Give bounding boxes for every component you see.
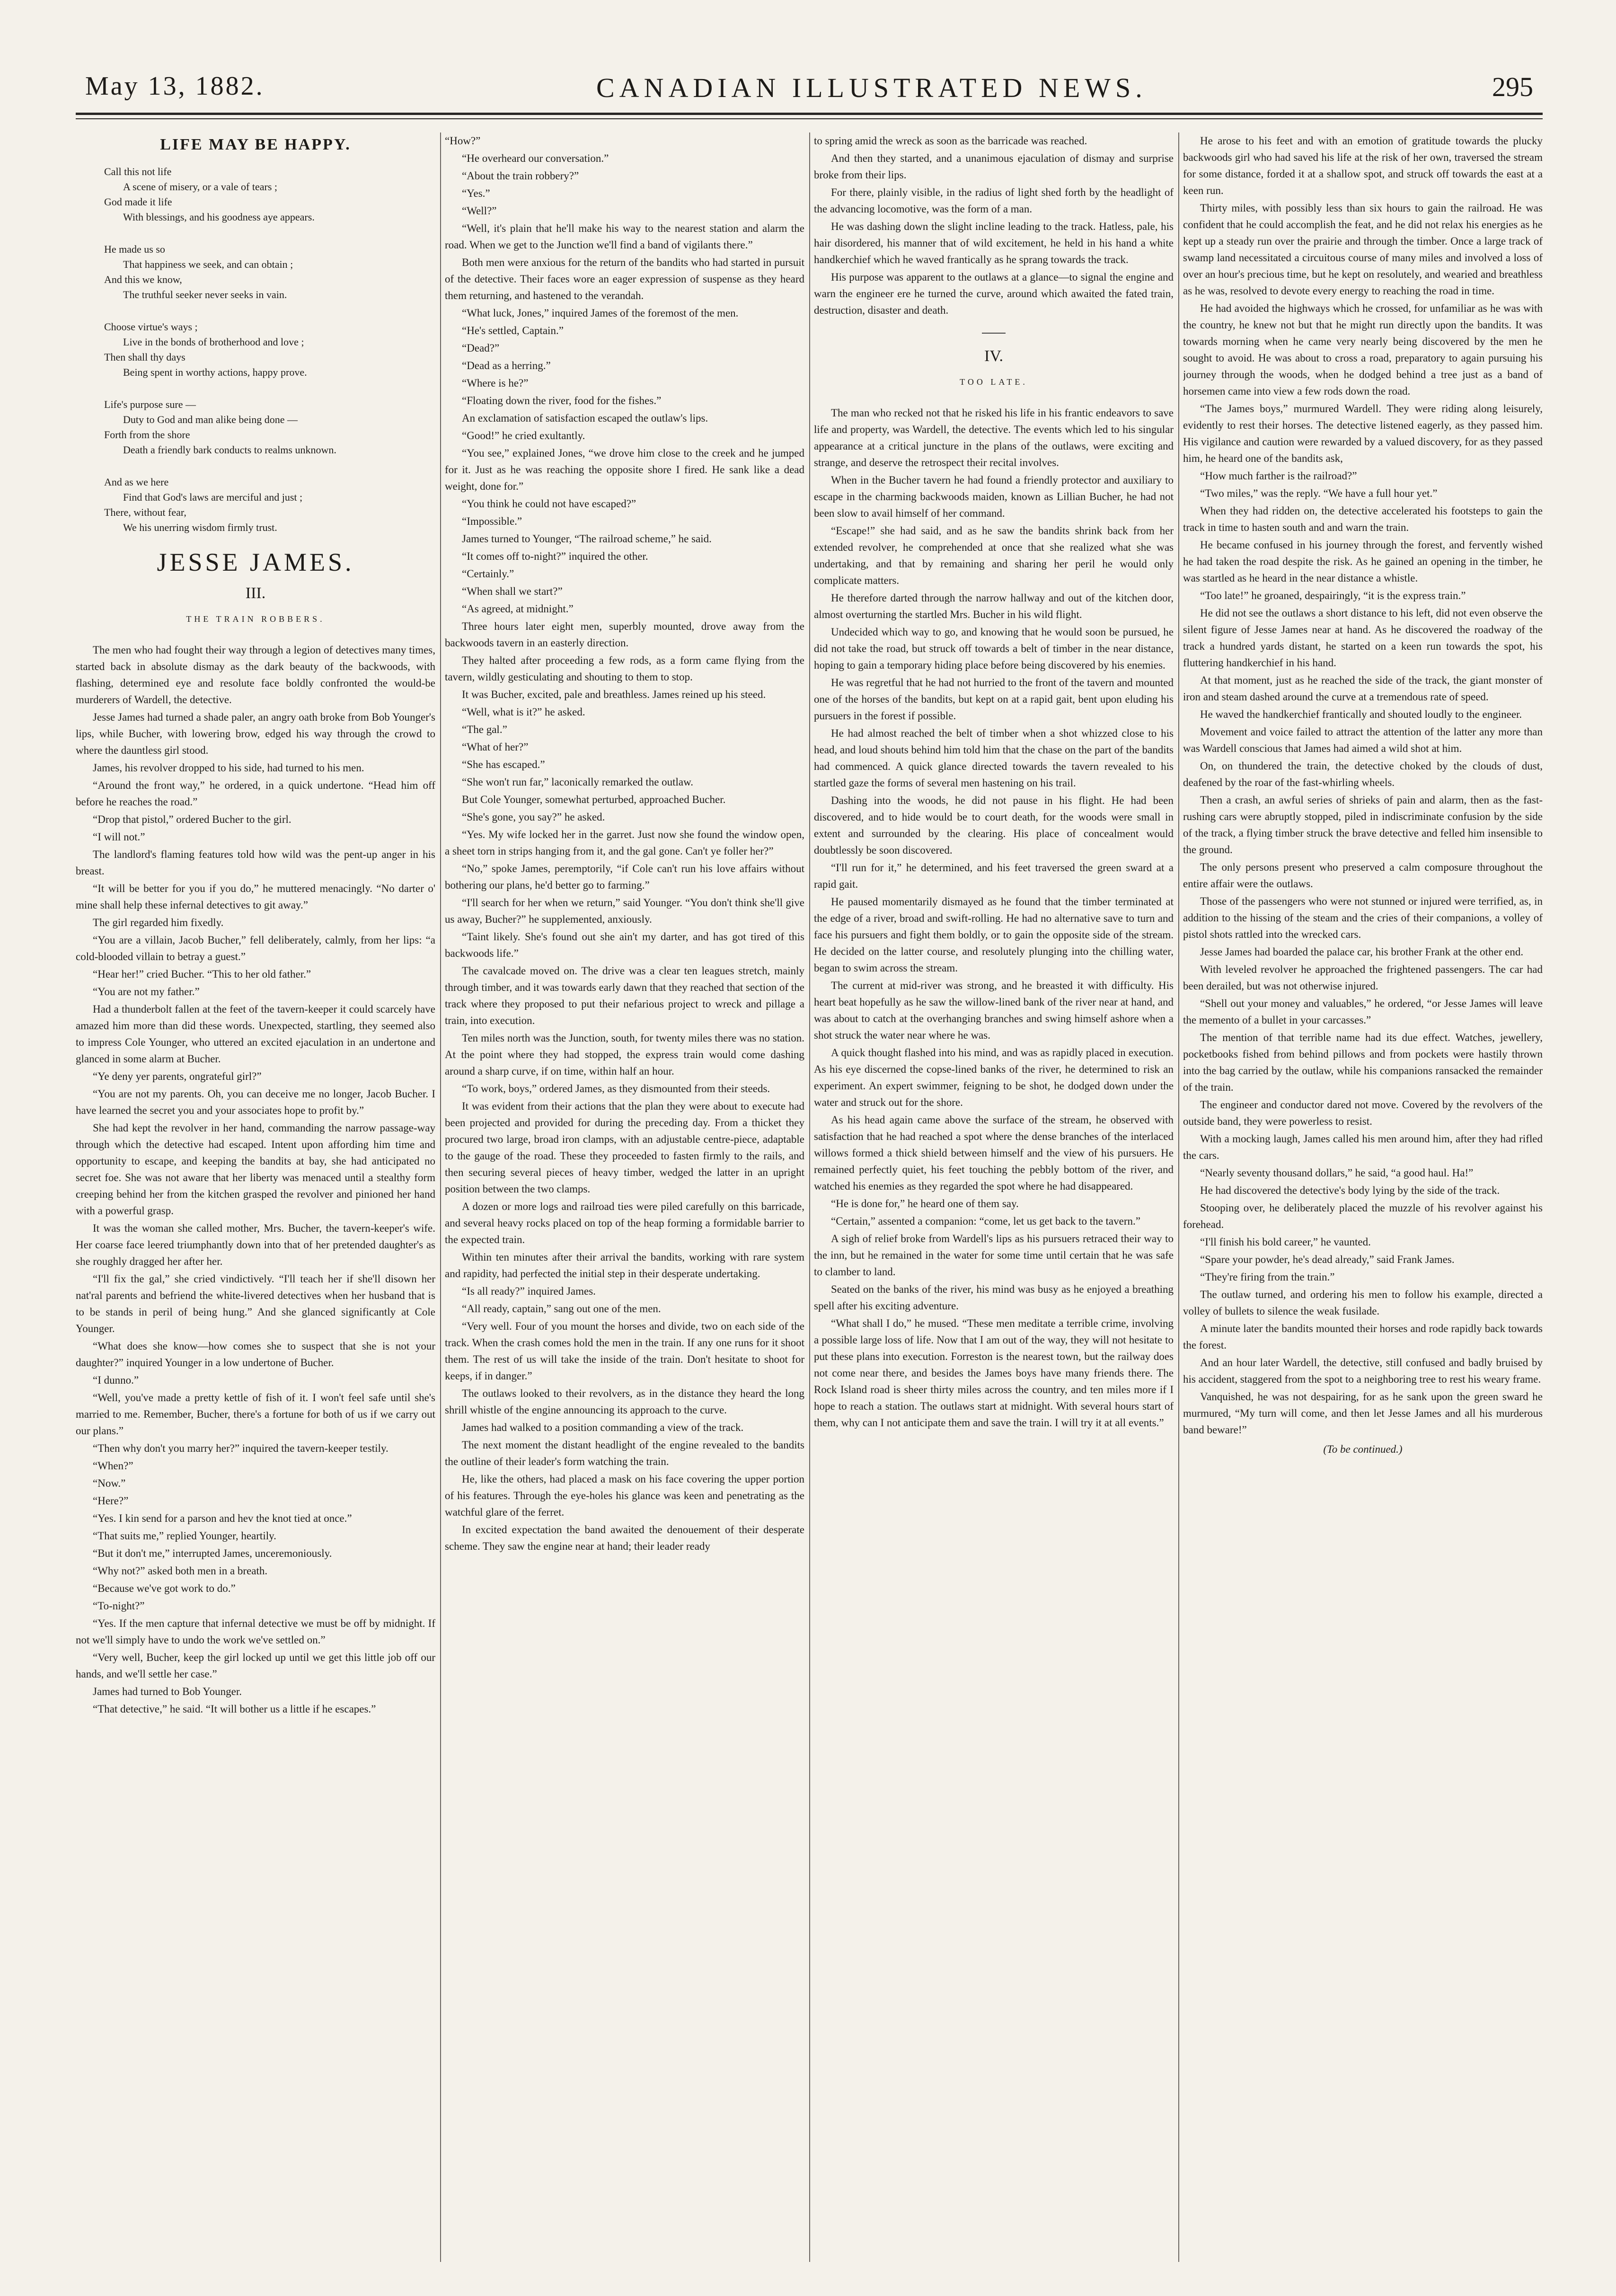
paragraph: James turned to Younger, “The railroad scheme,” he said. [462, 533, 712, 545]
paragraph: “You see,” explained Jones, “we drove him close to the creek and he jumped for it. Just as he was reaching the opposite shore I fired. He sank like a dead weight, done for.” [445, 447, 804, 492]
chapter-name: TOO LATE. [960, 377, 1028, 387]
paragraph: Thirty miles, with possibly less than six hours to gain the railroad. He was confident that he could accomplish the feat, and he did not relax his energies as he kept up a steady run over the prairie and through the timber. Once a large track of swamp land necessitated a circuitous course of many miles and involved a loss of over an hour's precious time, but he kept on resolutely, and wearied and breathless as he was, resolved to devote every energy to reaching the road in time. [1183, 202, 1543, 297]
paragraph: And then they started, and a unanimous ejaculation of dismay and surprise broke from their lips. [814, 152, 1174, 181]
chapter-numeral: III. [245, 584, 266, 602]
paragraph: “What shall I do,” he mused. “These men meditate a terrible crime, involving a possible large loss of life. Now that I am out of the way, they will not hesitate to put these plans into execution. Forreston is the nearest town, but the railway does not come near there, and besides the James boys have many friends there. The Rock Island road is sheer thirty miles across the country, and ten miles more if I hope to reach a station. The outlaws start at midnight. With several hours start of them, why can I not anticipate them and save the train. I will try it at all events.” [814, 1317, 1174, 1429]
paragraph: “Too late!” he groaned, despairingly, “it is the express train.” [1200, 590, 1466, 601]
paragraph: “Well, it's plain that he'll make his way to the nearest station and alarm the road. When we get to the Junction we'll find a band of vigilants there.” [445, 222, 804, 251]
paragraph: “Very well. Four of you mount the horses and divide, two on each side of the track. When the crash comes hold the men in the train. If any one runs for it shoot them. The rest of us will take the inside of the train. Don't hesitate to shoot for keeps, if in danger.” [445, 1320, 804, 1382]
paragraph: “Certainly.” [462, 568, 514, 580]
paragraph: With leveled revolver he approached the frightened passengers. The car had been derailed, but was not otherwise injured. [1183, 963, 1543, 992]
paragraph: When in the Bucher tavern he had found a friendly protector and auxiliary to escape in the charming backwoods maiden, known as Lillian Bucher, he had not been slow to avail himself of her command. [814, 474, 1174, 519]
paragraph: The engineer and conductor dared not move. Covered by the revolvers of the outside band, they were powerless to resist. [1183, 1099, 1543, 1127]
paragraph: “Dead?” [462, 342, 500, 354]
paragraph: “Good!” he cried exultantly. [462, 430, 585, 442]
column-1 [76, 132, 435, 2271]
paragraph: As his head again came above the surface of the stream, he observed with satisfaction that he had reached a spot where the dense branches of the interlaced willows formed a thick shield between himself and the view of his pursuers. He remained perfectly quiet, his feet touching the pebbly bottom of the river, and watched his enemies as they regarded the spot where he had disappeared. [814, 1114, 1174, 1192]
paragraph: “How?” [445, 135, 481, 147]
paragraph: “Here?” [93, 1495, 129, 1507]
paragraph: Ten miles north was the Junction, south, for twenty miles there was no station. At the point where they had stopped, the express train would come dashing around a sharp curve, if on time, within half an hour. [445, 1032, 804, 1077]
paragraph: His purpose was apparent to the outlaws at a glance—to signal the engine and warn the engineer ere he turned the curve, around which awaited the fated train, destruction, disaster and death. [814, 271, 1174, 316]
paragraph: She had kept the revolver in her hand, commanding the narrow passage-way through which the detective had escaped. Intent upon affording him time and opportunity to escape, and keeping the bandits at bay, she had anticipated no secret foe. She was not aware that her liberty was menaced until a stealthy form creeping behind her from the kitchen grasped the revolver and pinioned her hand with a powerful grasp. [76, 1122, 435, 1217]
paragraph: A quick thought flashed into his mind, and was as rapidly placed in execution. As his eye discerned the copse-lined banks of the river, he determined to risk an experiment. An expert swimmer, feigning to be shot, he dodged down under the water and struck out for the shore. [814, 1047, 1174, 1108]
paragraph: “She won't run far,” laconically remarked the outlaw. [462, 776, 694, 788]
paragraph: “All ready, captain,” sang out one of the men. [462, 1303, 661, 1315]
paragraph: He therefore darted through the narrow hallway and out of the kitchen door, almost overturning the startled Mrs. Bucher in his wild flight. [814, 592, 1174, 620]
paragraph: “What does she know—how comes she to suspect that she is not your daughter?” inquired Younger in a low undertone of Bucher. [76, 1340, 435, 1369]
paragraph: “Shell out your money and valuables,” he ordered, “or Jesse James will leave the memento of a bullet in your carcasses.” [1183, 998, 1543, 1026]
paragraph: “It will be better for you if you do,” he muttered menacingly. “No darter o' mine shall help these infernal detectives to git away.” [76, 883, 435, 911]
column-3-text-bottom [814, 405, 1174, 1431]
paragraph: to spring amid the wreck as soon as the barricade was reached. [814, 135, 1087, 147]
paragraph: Undecided which way to go, and knowing that he would soon be pursued, he did not take the road, but struck off towards a belt of timber in the near distance, hoping to gain a temporary hiding place before being discovered by his enemies. [814, 626, 1174, 671]
poem-line: Find that God's laws are merciful and just ; [123, 491, 303, 503]
paragraph: “But it don't me,” interrupted James, unceremoniously. [93, 1547, 332, 1559]
paragraph: At that moment, just as he reached the side of the track, the giant monster of iron and steam dashed around the curve at a tremendous rate of speed. [1183, 674, 1543, 703]
paragraph: He paused momentarily dismayed as he found that the timber terminated at the edge of a river, broad and swift-rolling. He had no alternative save to turn and face his pursuers and fight them boldly, or to gain the opposite side of the stream. He decided on the latter course, and resolutely plunging into the chilling water, began to swim across the stream. [814, 896, 1174, 974]
paragraph: “Around the front way,” he ordered, in a quick undertone. “Head him off before he reaches the road.” [76, 779, 435, 808]
paragraph: “Spare your powder, he's dead already,” said Frank James. [1200, 1254, 1455, 1265]
poem-stanza [104, 164, 435, 225]
paragraph: He did not see the outlaws a short distance to his left, did not even observe the silent figure of Jesse James near at hand. As he discovered the roadway of the track a hundred yards distant, he started on a keen run towards the spot, his fluttering handkerchief in his hand. [1183, 607, 1543, 669]
paragraph: A dozen or more logs and railroad ties were piled carefully on this barricade, and several heavy rocks placed on top of the heap forming a formidable barrier to the expected train. [445, 1201, 804, 1245]
paragraph: “Yes. If the men capture that infernal detective we must be off by midnight. If not we'll simply have to undo the work we've settled on.” [76, 1617, 435, 1646]
section-rule [982, 333, 1006, 334]
paragraph: “As agreed, at midnight.” [462, 603, 574, 615]
poem-line: Duty to God and man alike being done — [123, 414, 298, 425]
masthead-rule [76, 113, 1543, 115]
paragraph: “To-night?” [93, 1600, 145, 1612]
paragraph: A sigh of relief broke from Wardell's lips as his pursuers retraced their way to the inn, but he remained in the water for some time until certain that he was safe to clamber to land. [814, 1233, 1174, 1278]
column-4-text [1183, 132, 1543, 1438]
paragraph: The man who recked not that he risked his life in his frantic endeavors to save life and property, was Wardell, the detective. The events which led to his singular appearance at a critical juncture in the plans of the outlaws, were exciting and strange, and deserve the retrospect their recital involves. [814, 407, 1174, 468]
paragraph: “Why not?” asked both men in a breath. [93, 1565, 268, 1577]
paragraph: “You think he could not have escaped?” [462, 498, 636, 510]
paragraph: And an hour later Wardell, the detective, still confused and badly bruised by his accident, staggered from the spot to a neighboring tree to rest his weary frame. [1183, 1357, 1543, 1385]
paragraph: “How much farther is the railroad?” [1200, 470, 1357, 482]
paragraph: The only persons present who preserved a calm composure throughout the entire affair were the outlaws. [1183, 861, 1543, 890]
poem-line: And as we here [104, 476, 169, 488]
poem-line: The truthful seeker never seeks in vain. [123, 289, 287, 300]
paragraph: “The James boys,” murmured Wardell. They were riding along leisurely, evidently to rest their horses. The detective listened eagerly, as they passed him. His vigilance and caution were rewarded by a valued discovery, for as they passed him, he heard one of the bandits ask, [1183, 403, 1543, 464]
paragraph: Stooping over, he deliberately placed the muzzle of his revolver against his forehead. [1183, 1202, 1543, 1230]
paragraph: “Impossible.” [462, 515, 522, 527]
paragraph: He had discovered the detective's body lying by the side of the track. [1200, 1184, 1500, 1196]
poem-title: LIFE MAY BE HAPPY. [160, 136, 351, 153]
paragraph: Three hours later eight men, superbly mounted, drove away from the backwoods tavern in an easterly direction. [445, 620, 804, 649]
paragraph: “That suits me,” replied Younger, heartily. [93, 1530, 276, 1542]
paragraph: Both men were anxious for the return of the bandits who had started in pursuit of the detective. Their faces wore an eager expression of suspense as they heard them returning, and hastened to the verandah. [445, 256, 804, 301]
paragraph: “He overheard our conversation.” [462, 152, 609, 164]
paragraph: “Very well, Bucher, keep the girl locked up until we get this little job off our hands, and we'll settle her case.” [76, 1651, 435, 1680]
paragraph: “Well, you've made a pretty kettle of fish of it. I won't feel safe until she's married to me. Remember, Bucher, there's a fortune for both of us if we carry out our plans.” [76, 1392, 435, 1437]
poem-line: God made it life [104, 196, 172, 208]
paragraph: “No,” spoke James, peremptorily, “if Cole can't run his love affairs without bothering our plans, he'd better go to farming.” [445, 863, 804, 891]
paragraph: “Yes. I kin send for a parson and hev the knot tied at once.” [93, 1512, 352, 1524]
paragraph: “She's gone, you say?” he asked. [462, 811, 605, 823]
column-2 [445, 132, 804, 2271]
paragraph: Vanquished, he was not despairing, for as he sank upon the green sward he murmured, “My turn will come, and then let Jesse James and all his murderous band beware!” [1183, 1391, 1543, 1436]
paragraph: It was the woman she called mother, Mrs. Bucher, the tavern-keeper's wife. Her coarse face leered triumphantly down into that of her pretended daughter's as she roughly dragged her after her. [76, 1222, 435, 1267]
paragraph: He had avoided the highways which he crossed, for unfamiliar as he was with the country, he knew not but that he might run directly upon the bandits. It was towards morning when he came very nearly being discovered by the men he sought to avoid. He was about to cross a road, preparatory to again pursuing his journey through the woods, when he dodged behind a tree just as a band of horsemen came into view a few rods down the road. [1183, 302, 1543, 397]
poem-line: Live in the bonds of brotherhood and love ; [123, 336, 304, 348]
paragraph: Movement and voice failed to attract the attention of the latter any more than was Wardell conscious that James had aimed a wild shot at him. [1183, 726, 1543, 754]
paragraph: “Is all ready?” inquired James. [462, 1285, 596, 1297]
paragraph: “Drop that pistol,” ordered Bucher to the girl. [93, 813, 291, 825]
poem-line: Choose virtue's ways ; [104, 321, 198, 333]
paragraph: James, his revolver dropped to his side, had turned to his men. [93, 762, 364, 774]
paragraph: “About the train robbery?” [462, 170, 579, 182]
column-divider [1178, 132, 1179, 2262]
paragraph: “Yes.” [462, 187, 490, 199]
paragraph: He arose to his feet and with an emotion of gratitude towards the plucky backwoods girl who had saved his life at the risk of her own, traversed the stream for some distance, forded it at a shallow spot, and struck off towards the east at a keen run. [1183, 135, 1543, 196]
paragraph: The men who had fought their way through a legion of detectives many times, started back in absolute dismay as the dark beauty of the backwoods, with flashing, determined eye and resolute face boldly confronted the would-be murderers of Wardell, the detective. [76, 644, 435, 706]
paragraph: “They're firing from the train.” [1200, 1271, 1335, 1283]
paragraph: The mention of that terrible name had its due effect. Watches, jewellery, pocketbooks fished from behind pillows and from pockets were hastily thrown into the bag carried by the outlaw, while his companions ransacked the remainder of the train. [1183, 1032, 1543, 1093]
paragraph: “Escape!” she had said, and as he saw the bandits shrink back from her extended revolver, he comprehended at once that she realized what she was undertaking, and that by remaining and sharing her peril he would only complicate matters. [814, 525, 1174, 586]
paragraph: The outlaw turned, and ordering his men to follow his example, directed a volley of bullets to silence the weak fusilade. [1183, 1289, 1543, 1317]
continued-note: (To be continued.) [1323, 1443, 1403, 1455]
paragraph: “What luck, Jones,” inquired James of the foremost of the men. [462, 307, 739, 319]
paragraph: “When?” [93, 1460, 133, 1472]
paragraph: Had a thunderbolt fallen at the feet of the tavern-keeper it could scarcely have amazed him more than did these words. Unexpected, startling, they seemed also to impress Cole Younger, who uttered an excited ejaculation in an undertone and glanced in some alarm at Bucher. [76, 1003, 435, 1065]
column-3-text-top [814, 132, 1174, 318]
paragraph: Seated on the banks of the river, his mind was busy as he enjoyed a breathing spell after his exciting adventure. [814, 1283, 1174, 1312]
poem-line: That happiness we seek, and can obtain ; [123, 258, 293, 270]
paragraph: A minute later the bandits mounted their horses and rode rapidly back towards the forest. [1183, 1323, 1543, 1351]
paragraph: On, on thundered the train, the detective choked by the clouds of dust, deafened by the roar of the fast-whirling wheels. [1183, 760, 1543, 788]
paragraph: Jesse James had boarded the palace car, his brother Frank at the other end. [1200, 946, 1524, 958]
poem-line: There, without fear, [104, 506, 186, 518]
paragraph: He was dashing down the slight incline leading to the track. Hatless, pale, his hair disordered, his manner that of wild excitement, he held in his hand a white handkerchief which he waved frantically as he sprang towards the track. [814, 221, 1174, 265]
paragraph: “I'll run for it,” he determined, and his feet traversed the green sward at a rapid gait. [814, 862, 1174, 890]
poem-line: He made us so [104, 243, 165, 255]
poem-line: We his unerring wisdom firmly trust. [123, 521, 277, 533]
column-1-text [76, 642, 435, 1717]
paragraph: When they had ridden on, the detective accelerated his footsteps to gain the track in time to hasten south and and warn the train. [1183, 505, 1543, 533]
paragraph: But Cole Younger, somewhat perturbed, approached Bucher. [462, 794, 726, 805]
paragraph: “When shall we start?” [462, 585, 563, 597]
paragraph: He became confused in his journey through the forest, and fervently wished he had taken the road despite the risk. As he gained an opening in the timber, he was startled as he heard in the near distance a whistle. [1183, 539, 1543, 584]
poem-body [76, 164, 435, 535]
paragraph: “Well, what is it?” he asked. [462, 706, 585, 718]
paragraph: The cavalcade moved on. The drive was a clear ten leagues stretch, mainly through timber, and it was towards early dawn that they reached that section of the track where they proposed to put their nefarious project to wreck and pillage a train, into execution. [445, 965, 804, 1026]
column-2-text [445, 132, 804, 1554]
paragraph: The girl regarded him fixedly. [93, 917, 224, 928]
paragraph: “You are a villain, Jacob Bucher,” fell deliberately, calmly, from her lips: “a cold-blooded villain to betray a guest.” [76, 934, 435, 963]
paragraph: Within ten minutes after their arrival the bandits, working with rare system and rapidity, had perfected the initial step in their desperate undertaking. [445, 1251, 804, 1280]
paragraph: “He is done for,” he heard one of them say. [831, 1198, 1019, 1210]
chapter-name: THE TRAIN ROBBERS. [186, 614, 325, 624]
paragraph: Jesse James had turned a shade paler, an angry oath broke from Bob Younger's lips, while Bucher, with lowering brow, edged his way through the crowd to where the dauntless girl stood. [76, 711, 435, 756]
paragraph: “Yes. My wife locked her in the garret. Just now she found the window open, a sheet torn in strips hanging from it, and the gal gone. Can't ye foller her?” [445, 829, 804, 857]
paragraph: He had almost reached the belt of timber when a shot whizzed close to his head, and loud shouts behind him told him that the chase on the part of the bandits had commenced. A quick glance directed towards the tavern revealed to his startled gaze the forms of several men hastening on his trail. [814, 727, 1174, 789]
paragraph: “You are not my parents. Oh, you can deceive me no longer, Jacob Bucher. I have learned the secret you and your associates hope to profit by.” [76, 1088, 435, 1116]
column-divider [440, 132, 441, 2262]
poem-stanza [104, 475, 435, 535]
paragraph: It was Bucher, excited, pale and breathless. James reined up his steed. [462, 689, 766, 700]
poem-line: Life's purpose sure — [104, 398, 196, 410]
poem-line: Call this not life [104, 166, 172, 177]
paragraph: An exclamation of satisfaction escaped the outlaw's lips. [462, 412, 708, 424]
paragraph: “Two miles,” was the reply. “We have a full hour yet.” [1200, 487, 1438, 499]
paragraph: “Dead as a herring.” [462, 360, 551, 371]
poem-line: A scene of misery, or a vale of tears ; [123, 181, 278, 193]
paragraph: “It comes off to-night?” inquired the other. [462, 550, 648, 562]
paragraph: For there, plainly visible, in the radius of light shed forth by the headlight of the advancing locomotive, was the form of a man. [814, 186, 1174, 215]
paragraph: “The gal.” [462, 724, 507, 735]
paragraph: “Now.” [93, 1477, 126, 1489]
paragraph: “Where is he?” [462, 377, 529, 389]
paragraph: In excited expectation the band awaited the denouement of their desperate scheme. They saw the engine near at hand; their leader ready [445, 1524, 804, 1552]
paragraph: “Nearly seventy thousand dollars,” he said, “a good haul. Ha!” [1200, 1167, 1474, 1179]
paragraph: James had walked to a position commanding a view of the track. [462, 1422, 744, 1433]
paragraph: The landlord's flaming features told how wild was the pent-up anger in his breast. [76, 848, 435, 877]
column-divider [809, 132, 810, 2262]
paragraph: He, like the others, had placed a mask on his face covering the upper portion of his features. Through the eye-holes his glance was keen and penetrating as the watchful glare of the ferret. [445, 1473, 804, 1518]
paragraph: James had turned to Bob Younger. [93, 1686, 242, 1697]
poem-line: With blessings, and his goodness aye appears. [123, 211, 315, 223]
masthead [76, 62, 1543, 114]
paragraph: “That detective,” he said. “It will bother us a little if he escapes.” [93, 1703, 376, 1715]
paragraph: It was evident from their actions that the plan they were about to execute had been projected and provided for during the preceding day. From a thicket they procured two large, broad iron clamps, with an adjustable centre-piece, adaptable to the gauge of the road. These they proceeded to fasten firmly to the rails, and then securing several pieces of heavy timber, wedged the latter in an upright position between the two clamps. [445, 1100, 804, 1195]
paragraph: He waved the handkerchief frantically and shouted loudly to the engineer. [1200, 708, 1522, 720]
paragraph: They halted after proceeding a few rods, as a form came flying from the tavern, wildly gesticulating and shouting to them to stop. [445, 654, 804, 683]
masthead-rule-thin [76, 118, 1543, 119]
column-3 [814, 132, 1174, 2271]
paragraph: “You are not my father.” [93, 986, 200, 998]
paragraph: “Well?” [462, 205, 497, 217]
paragraph: “Because we've got work to do.” [93, 1582, 236, 1594]
paragraph: “Floating down the river, food for the fishes.” [462, 395, 662, 406]
publication-title: CANADIAN ILLUSTRATED NEWS. [596, 72, 1147, 103]
poem-line: Death a friendly bark conducts to realms unknown. [123, 444, 336, 456]
paragraph: “I'll fix the gal,” she cried vindictively. “I'll teach her if she'll disown her nat'ral parents and befriend the white-livered detectives when her husband that is to be stands in peril of being hung.” And she glanced significantly at Cole Younger. [76, 1273, 435, 1334]
paragraph: The outlaws looked to their revolvers, as in the distance they heard the long shrill whistle of the engine announcing its approach to the curve. [445, 1387, 804, 1416]
paragraph: The current at mid-river was strong, and he breasted it with difficulty. His heart beat hopefully as he saw the willow-lined bank of the river near at hand, and was about to catch at the overhanging branches and swing himself ashore when a shot struck the water near where he was. [814, 980, 1174, 1041]
paragraph: “What of her?” [462, 741, 529, 753]
poem-stanza [104, 319, 435, 380]
paragraph: “Then why don't you marry her?” inquired the tavern-keeper testily. [93, 1442, 389, 1454]
paragraph: “I'll finish his bold career,” he vaunted. [1200, 1236, 1371, 1248]
poem-line: And this we know, [104, 274, 182, 285]
chapter-numeral: IV. [984, 347, 1003, 365]
paragraph: Those of the passengers who were not stunned or injured were terrified, as, in addition to the hissing of the steam and the cries of their companions, a volley of pistol shots rattled into the wrecked cars. [1183, 895, 1543, 940]
paragraph: “Taint likely. She's found out she ain't my darter, and has got tired of this backwoods life.” [445, 931, 804, 959]
paragraph: “I will not.” [93, 831, 145, 843]
poem-line: Forth from the shore [104, 429, 190, 441]
paragraph: With a mocking laugh, James called his men around him, after they had rifled the cars. [1183, 1133, 1543, 1161]
paragraph: “Hear her!” cried Bucher. “This to her old father.” [93, 968, 311, 980]
paragraph: “He's settled, Captain.” [462, 325, 564, 336]
story-title: JESSE JAMES. [157, 548, 354, 576]
paragraph: “To work, boys,” ordered James, as they dismounted from their steeds. [462, 1083, 770, 1095]
poem-stanza [104, 397, 435, 458]
paragraph: “I'll search for her when we return,” said Younger. “You don't think she'll give us away, Bucher?” he supplemented, anxiously. [445, 897, 804, 925]
issue-date: May 13, 1882. [85, 71, 265, 101]
paragraph: He was regretful that he had not hurried to the front of the tavern and mounted one of the horses of the bandits, but kept on at a rapid gait, bent upon eluding his pursuers in the forest if possible. [814, 677, 1174, 722]
paragraph: Then a crash, an awful series of shrieks of pain and alarm, then as the fast-rushing cars were abruptly stopped, piled in indiscriminate confusion by the side of the track, a flying timber struck the brave detective and felled him insensible to the ground. [1183, 794, 1543, 856]
column-4 [1183, 132, 1543, 2271]
paragraph: “I dunno.” [93, 1374, 139, 1386]
paragraph: “Certain,” assented a companion: “come, let us get back to the tavern.” [831, 1215, 1140, 1227]
paragraph: The next moment the distant headlight of the engine revealed to the bandits the outline of their leader's form watching the train. [445, 1439, 804, 1467]
poem-stanza [104, 242, 435, 302]
newspaper-page [76, 62, 1543, 2276]
paragraph: Dashing into the woods, he did not pause in his flight. He had been discovered, and to hide would be to court death, for the woods were small in extent and surrounded by the clearing. His place of concealment would doubtlessly be soon discovered. [814, 795, 1174, 856]
paragraph: “Ye deny yer parents, ongrateful girl?” [93, 1070, 262, 1082]
paragraph: “She has escaped.” [462, 759, 545, 770]
poem-line: Being spent in worthy actions, happy prove. [123, 366, 307, 378]
poem-line: Then shall thy days [104, 351, 185, 363]
page-number: 295 [1492, 71, 1533, 102]
